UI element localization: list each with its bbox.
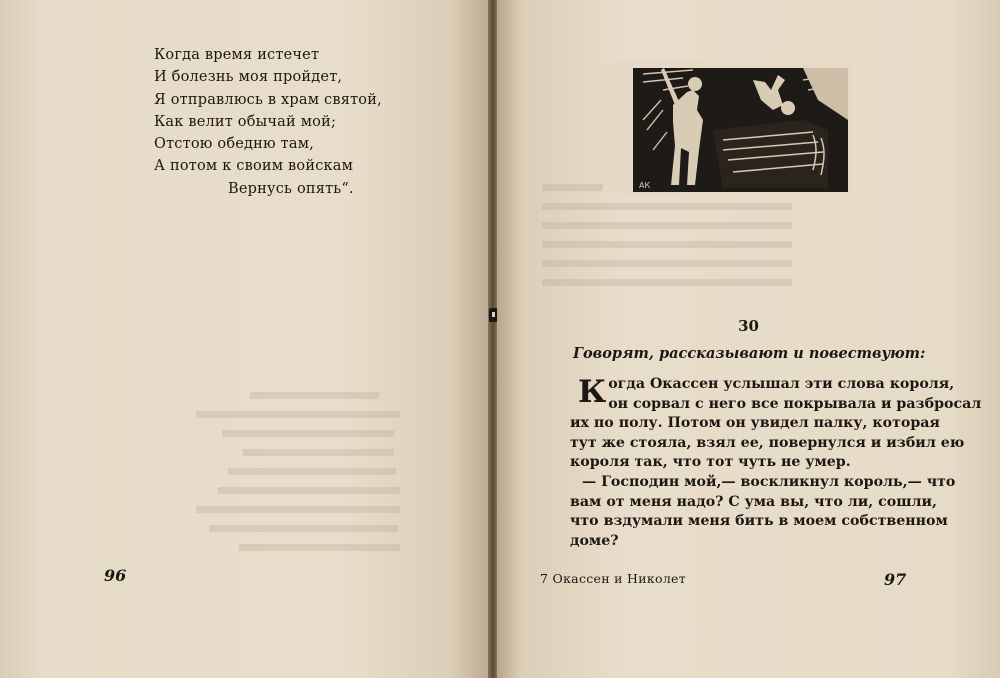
chapter-text bbox=[570, 374, 982, 551]
chapter-number: 30 bbox=[738, 317, 759, 335]
page-number-left: 96 bbox=[104, 566, 127, 585]
text-line: их по полу. Потом он увидел палку, которая bbox=[570, 415, 940, 432]
chapter-heading: Говорят, рассказывают и повествуют: bbox=[573, 345, 926, 362]
poem bbox=[154, 44, 454, 200]
svg-text:АК: АК bbox=[639, 181, 651, 190]
printer-signature: 7 Окассен и Николет bbox=[540, 571, 686, 586]
show-through-text bbox=[196, 392, 411, 563]
text-line: короля так, что тот чуть не умер. bbox=[570, 454, 851, 471]
drop-cap: К bbox=[578, 374, 607, 410]
poem-line: А потом к своим войскам bbox=[154, 158, 354, 175]
page-number-right: 97 bbox=[884, 570, 907, 589]
paragraph bbox=[570, 473, 956, 551]
text-line: огда Окассен услышал эти слова короля, bbox=[608, 376, 955, 392]
poem-line: Я отправлюсь в храм святой, bbox=[154, 91, 382, 108]
poem-line: Как велит обычай мой; bbox=[154, 113, 337, 130]
text-line: тут же стояла, взял ее, повернулся и избил ею bbox=[570, 434, 965, 451]
paragraph bbox=[570, 374, 982, 473]
text-line: доме? bbox=[570, 532, 619, 549]
poem-line: И болезнь моя пройдет, bbox=[154, 69, 343, 86]
text-line: — Господин мой,— воскликнул король,— что bbox=[582, 473, 956, 490]
left-page bbox=[0, 0, 490, 678]
poem-line: Когда время истечет bbox=[154, 47, 320, 63]
text-line: что вздумали меня бить в моем собственном bbox=[570, 513, 948, 530]
text-line: вам от меня надо? С ума вы, что ли, сошли, bbox=[570, 493, 937, 510]
text-line: он сорвал с него все покрывала и разбросал bbox=[608, 395, 982, 412]
poem-line: Отстою обедню там, bbox=[154, 136, 315, 153]
poem-line: Вернусь опять“. bbox=[228, 180, 354, 197]
woodcut-illustration bbox=[603, 60, 853, 194]
